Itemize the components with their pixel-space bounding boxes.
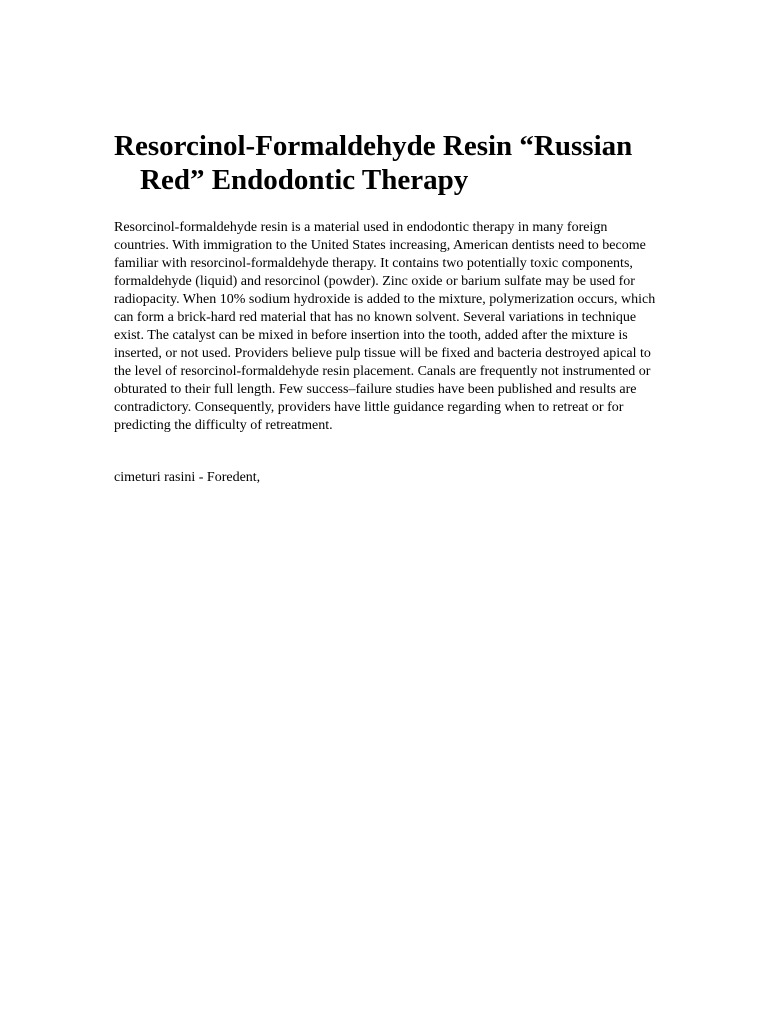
document-title: Resorcinol-Formaldehyde Resin “Russian Red” Endodontic Therapy [114,130,633,196]
document-paragraph: Resorcinol-formaldehyde resin is a material used in endodontic therapy in many foreign countries. With immigration to the United States increasing, American dentists need to become familiar with resorcinol-formaldehyde therapy. It contains two potentially toxic components, formaldehyde (liquid) and resorcinol (powder). Zinc oxide or barium sulfate may be used for radiopacity. When 10% sodium hydroxide is added to the mixture, polymerization occurs, which can form a brick-hard red material that has no known solvent. Several variations in technique exist. The catalyst can be mixed in before insertion into the tooth, added after the mixture is inserted, or not used. Providers believe pulp tissue will be fixed and bacteria destroyed apical to the level of resorcinol-formaldehyde resin placement. Canals are frequently not instrumented or obturated to their full length. Few success–failure studies have been published and results are contradictory. Consequently, providers have little guidance regarding when to retreat or for predicting the difficulty of retreatment. [114,220,656,433]
document-footer-note: cimeturi rasini - Foredent, [114,470,261,485]
